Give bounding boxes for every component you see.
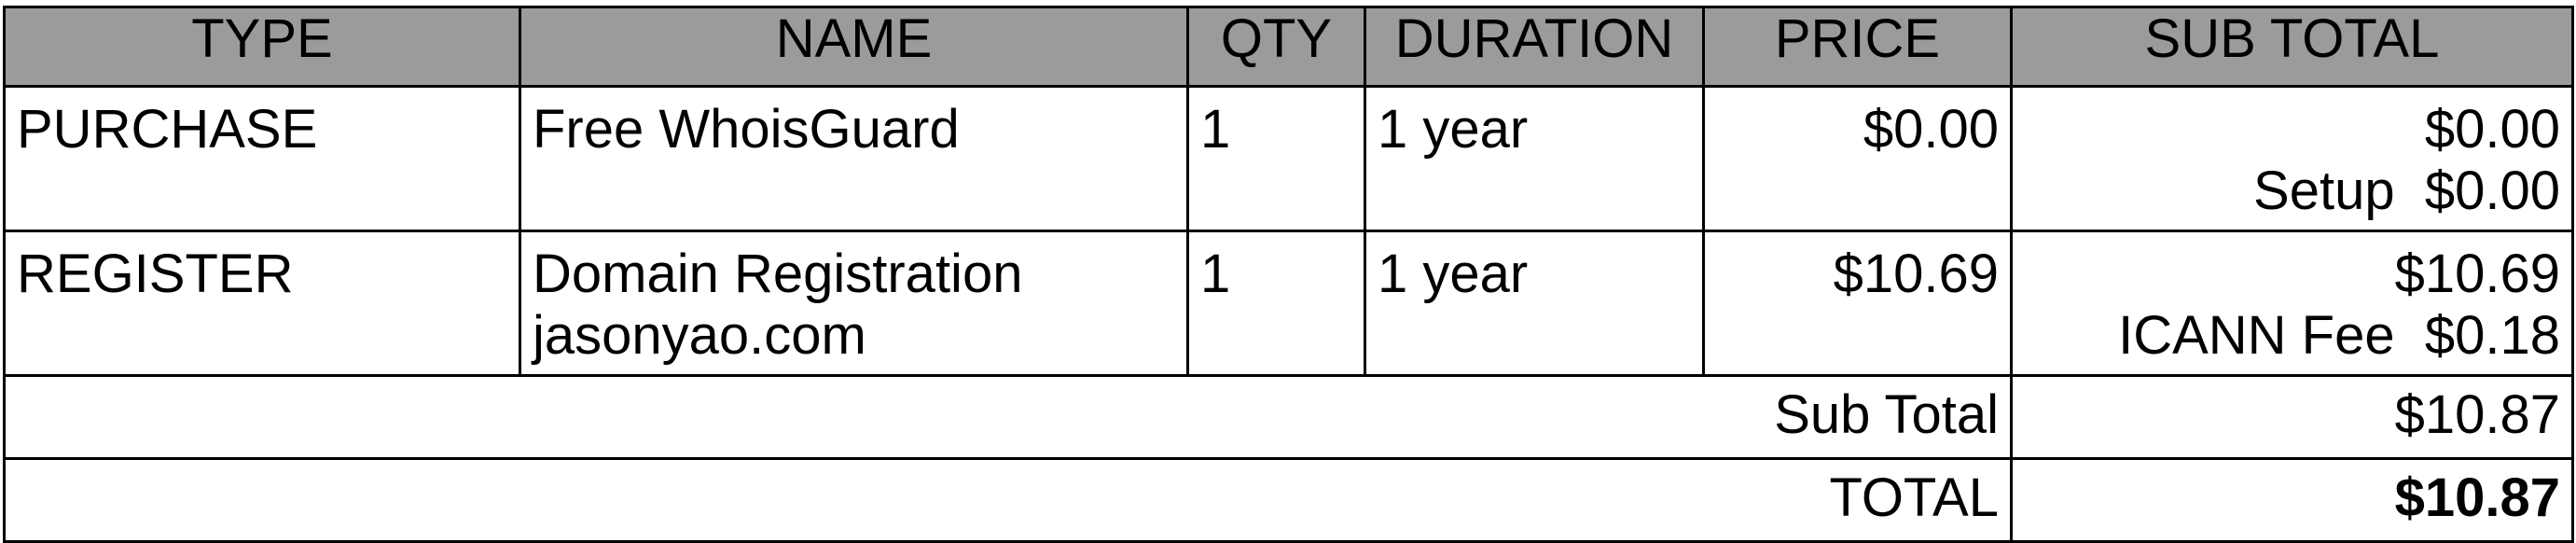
total-value: $10.87 — [2012, 459, 2573, 542]
item-name — [520, 87, 1188, 231]
item-name-line2: jasonyao.com — [533, 305, 866, 366]
table-row — [5, 87, 2573, 231]
item-qty: 1 — [1188, 87, 1365, 231]
column-header-duration: DURATION — [1365, 7, 1704, 87]
item-name — [520, 231, 1188, 376]
item-qty: 1 — [1188, 231, 1365, 376]
item-name-line1: Free WhoisGuard — [533, 99, 960, 160]
item-extra-fee — [2024, 160, 2560, 222]
item-duration: 1 year — [1365, 231, 1704, 376]
item-price: $10.69 — [1704, 231, 2012, 376]
column-header-sub-total: SUB TOTAL — [2012, 7, 2573, 87]
item-price: $0.00 — [1704, 87, 2012, 231]
column-header-qty: QTY — [1188, 7, 1365, 87]
column-header-name: NAME — [520, 7, 1188, 87]
item-name-line1: Domain Registration — [533, 244, 1023, 304]
item-extra-fee — [2024, 305, 2560, 367]
sub-total-label: Sub Total — [5, 376, 2012, 459]
item-sub-total — [2012, 231, 2573, 376]
sub-total-value: $10.87 — [2012, 376, 2573, 459]
order-summary-table — [3, 6, 2574, 543]
item-sub-total — [2012, 87, 2573, 231]
item-extra-amount: $0.00 — [2424, 160, 2560, 221]
item-extra-label: ICANN Fee — [2118, 305, 2395, 366]
item-extra-amount: $0.18 — [2424, 305, 2560, 366]
item-duration: 1 year — [1365, 87, 1704, 231]
total-label: TOTAL — [5, 459, 2012, 542]
column-header-type: TYPE — [5, 7, 520, 87]
item-extra-label: Setup — [2253, 160, 2395, 221]
item-type: PURCHASE — [5, 87, 520, 231]
column-header-price: PRICE — [1704, 7, 2012, 87]
sub-total-row — [5, 376, 2573, 459]
table-row — [5, 231, 2573, 376]
item-sub-total-amount: $0.00 — [2424, 99, 2560, 160]
item-type: REGISTER — [5, 231, 520, 376]
table-header-row — [5, 7, 2573, 87]
total-row — [5, 459, 2573, 542]
item-sub-total-amount: $10.69 — [2394, 244, 2560, 304]
